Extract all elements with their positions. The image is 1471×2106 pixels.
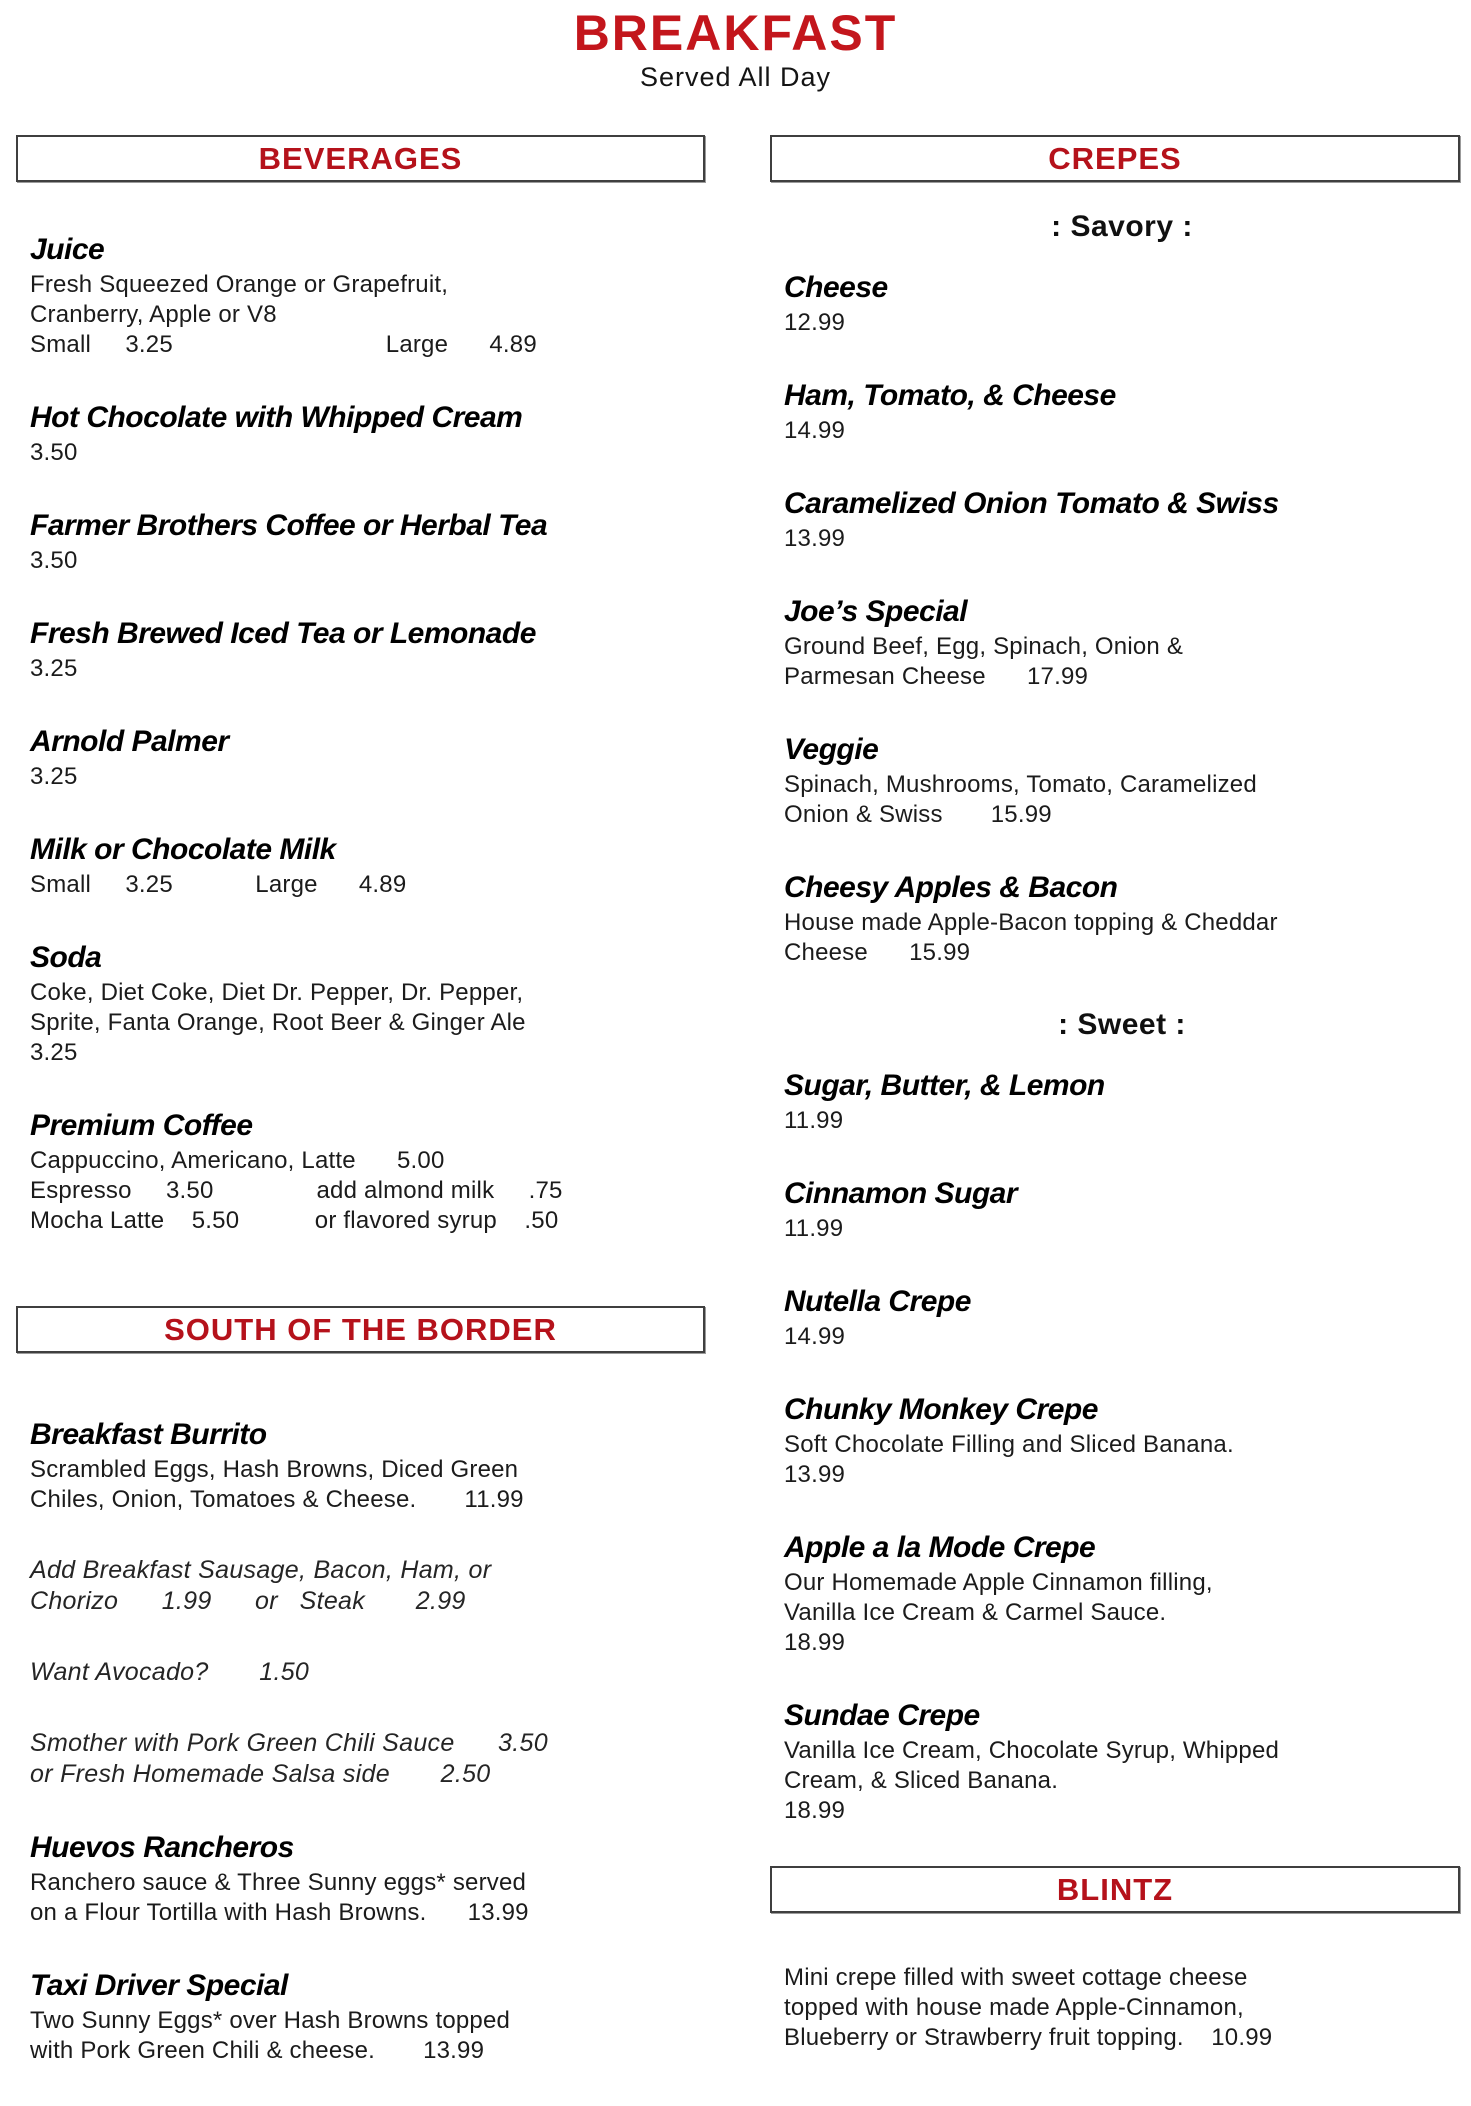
south-of-the-border-item-list — [16, 1417, 705, 2066]
menu-item-name: Ham, Tomato, & Cheese — [784, 379, 1116, 412]
menu-item-name: Huevos Rancheros — [30, 1831, 294, 1864]
menu-item-line: 13.99 — [784, 1461, 846, 1488]
menu-item-line: 3.50 — [30, 547, 78, 574]
menu-item — [784, 732, 1460, 830]
menu-item — [30, 1830, 705, 1928]
menu-item-name: Farmer Brothers Coffee or Herbal Tea — [30, 509, 548, 542]
menu-item-line: Small 3.25 Large 4.89 — [30, 331, 537, 358]
menu-item-line: Cappuccino, Americano, Latte 5.00 — [30, 1147, 445, 1174]
menu-item-name: Milk or Chocolate Milk — [30, 833, 336, 866]
menu-item-line: Ranchero sauce & Three Sunny eggs* served — [30, 1869, 527, 1896]
menu-item-line: Sprite, Fanta Orange, Root Beer & Ginger Ale — [30, 1009, 526, 1036]
menu-item-line: 3.25 — [30, 655, 78, 682]
menu-item-line: Mini crepe filled with sweet cottage cheese — [784, 1964, 1248, 1991]
menu-item-line: Fresh Squeezed Orange or Grapefruit, — [30, 271, 449, 298]
menu-item — [784, 378, 1460, 446]
left-column — [16, 135, 705, 2106]
menu-item-line: 3.25 — [30, 1039, 78, 1066]
menu-item-line: 12.99 — [784, 309, 846, 336]
menu-item-name: Taxi Driver Special — [30, 1969, 288, 2002]
section-header-beverages — [16, 135, 705, 182]
menu-item-line: Vanilla Ice Cream, Chocolate Syrup, Whipped — [784, 1737, 1280, 1764]
menu-item-line: Add Breakfast Sausage, Bacon, Ham, or — [30, 1556, 492, 1584]
menu-item-line: Two Sunny Eggs* over Hash Browns topped — [30, 2007, 511, 2034]
menu-item — [784, 486, 1460, 554]
menu-item — [30, 1108, 705, 1236]
menu-item-line: 11.99 — [784, 1107, 844, 1134]
menu-item — [784, 870, 1460, 968]
menu-item-line: Scrambled Eggs, Hash Browns, Diced Green — [30, 1456, 519, 1483]
menu-item-line: Ground Beef, Egg, Spinach, Onion & — [784, 633, 1184, 660]
right-column — [770, 135, 1460, 2093]
menu-item-name: Cheesy Apples & Bacon — [784, 871, 1118, 904]
menu-item-line: Spinach, Mushrooms, Tomato, Caramelized — [784, 771, 1257, 798]
menu-item — [784, 1963, 1460, 2053]
menu-item-line: 18.99 — [784, 1629, 846, 1656]
page-title: BREAKFAST — [573, 5, 898, 61]
menu-item — [30, 940, 705, 1068]
menu-item-line: Parmesan Cheese 17.99 — [784, 663, 1089, 690]
menu-item-line: House made Apple-Bacon topping & Cheddar — [784, 909, 1278, 936]
crepes-item-list — [770, 210, 1460, 1826]
menu-item — [30, 400, 705, 468]
subsection-header: : Sweet : — [1058, 1008, 1186, 1041]
menu-item-line: Smother with Pork Green Chili Sauce 3.50 — [30, 1729, 548, 1757]
menu-item — [30, 1657, 705, 1688]
menu-item-line: Want Avocado? 1.50 — [30, 1658, 310, 1686]
menu-item-name: Hot Chocolate with Whipped Cream — [30, 401, 523, 434]
menu-item — [30, 1968, 705, 2066]
menu-item-line: topped with house made Apple-Cinnamon, — [784, 1994, 1244, 2021]
menu-item-line: Chorizo 1.99 or Steak 2.99 — [30, 1587, 466, 1615]
menu-item — [30, 1417, 705, 1515]
section-header-south-of-the-border — [16, 1306, 705, 1353]
section-header-blintz — [770, 1866, 1460, 1913]
menu-item-line: 14.99 — [784, 1323, 846, 1350]
menu-item-name: Arnold Palmer — [30, 725, 229, 758]
menu-item-name: Nutella Crepe — [784, 1285, 971, 1318]
menu-item-name: Juice — [30, 233, 105, 266]
menu-item-line: with Pork Green Chili & cheese. 13.99 — [30, 2037, 485, 2064]
menu-item-name: Caramelized Onion Tomato & Swiss — [784, 487, 1279, 520]
menu-item-line: Cranberry, Apple or V8 — [30, 301, 277, 328]
menu-item-name: Veggie — [784, 733, 879, 766]
beverages-item-list — [16, 232, 705, 1236]
menu-item — [784, 1698, 1460, 1826]
menu-item-name: Apple a la Mode Crepe — [784, 1531, 1096, 1564]
menu-item — [784, 1392, 1460, 1490]
menu-item-line: Espresso 3.50 add almond milk .75 — [30, 1177, 563, 1204]
menu-item — [784, 1068, 1460, 1136]
menu-item — [30, 1728, 705, 1790]
menu-item-name: Fresh Brewed Iced Tea or Lemonade — [30, 617, 536, 650]
menu-item-line: Chiles, Onion, Tomatoes & Cheese. 11.99 — [30, 1486, 524, 1513]
menu-item-name: Premium Coffee — [30, 1109, 253, 1142]
menu-item — [784, 1176, 1460, 1244]
menu-item-name: Soda — [30, 941, 102, 974]
menu-item-line: Coke, Diet Coke, Diet Dr. Pepper, Dr. Pepper, — [30, 979, 524, 1006]
blintz-item-list — [770, 1963, 1460, 2053]
menu-item — [30, 232, 705, 360]
menu-item-line: 3.25 — [30, 763, 78, 790]
menu-item-line: or Fresh Homemade Salsa side 2.50 — [30, 1760, 491, 1788]
menu-item-name: Cinnamon Sugar — [784, 1177, 1018, 1210]
subsection-header: : Savory : — [1051, 210, 1193, 243]
menu-item — [784, 1530, 1460, 1658]
section-header-blintz-label: BLINTZ — [1056, 1871, 1174, 1907]
menu-item-line: Vanilla Ice Cream & Carmel Sauce. — [784, 1599, 1167, 1626]
menu-item-name: Sugar, Butter, & Lemon — [784, 1069, 1105, 1102]
menu-item — [30, 508, 705, 576]
section-header-beverages-label: BEVERAGES — [258, 140, 463, 176]
menu-item — [30, 832, 705, 900]
menu-item-line: Cream, & Sliced Banana. — [784, 1767, 1059, 1794]
menu-item-line: Onion & Swiss 15.99 — [784, 801, 1052, 828]
menu-item-line: 18.99 — [784, 1797, 846, 1824]
menu-item-line: 11.99 — [784, 1215, 844, 1242]
menu-item — [30, 1555, 705, 1617]
menu-item-name: Sundae Crepe — [784, 1699, 980, 1732]
menu-item — [784, 1284, 1460, 1352]
menu-item-line: 3.50 — [30, 439, 78, 466]
menu-item-line: 13.99 — [784, 525, 846, 552]
menu-item-line: Soft Chocolate Filling and Sliced Banana. — [784, 1431, 1234, 1458]
menu-item-line: Our Homemade Apple Cinnamon filling, — [784, 1569, 1213, 1596]
menu-item-name: Joe’s Special — [784, 595, 968, 628]
page-subtitle: Served All Day — [639, 62, 832, 92]
section-header-crepes-label: CREPES — [1048, 140, 1182, 176]
menu-item-line: 14.99 — [784, 417, 846, 444]
menu-item — [30, 724, 705, 792]
menu-item — [784, 270, 1460, 338]
section-header-south-of-the-border-label: SOUTH OF THE BORDER — [164, 1311, 557, 1347]
menu-item-name: Breakfast Burrito — [30, 1418, 267, 1451]
menu-item-name: Chunky Monkey Crepe — [784, 1393, 1098, 1426]
menu-item — [784, 594, 1460, 692]
menu-item-line: Mocha Latte 5.50 or flavored syrup .50 — [30, 1207, 559, 1234]
menu-item-line: Small 3.25 Large 4.89 — [30, 871, 407, 898]
menu-item-line: Blueberry or Strawberry fruit topping. 10.99 — [784, 2024, 1273, 2051]
menu-item-line: Cheese 15.99 — [784, 939, 971, 966]
section-header-crepes — [770, 135, 1460, 182]
menu-item — [30, 616, 705, 684]
menu-item-name: Cheese — [784, 271, 888, 304]
menu-item-line: on a Flour Tortilla with Hash Browns. 13.99 — [30, 1899, 529, 1926]
